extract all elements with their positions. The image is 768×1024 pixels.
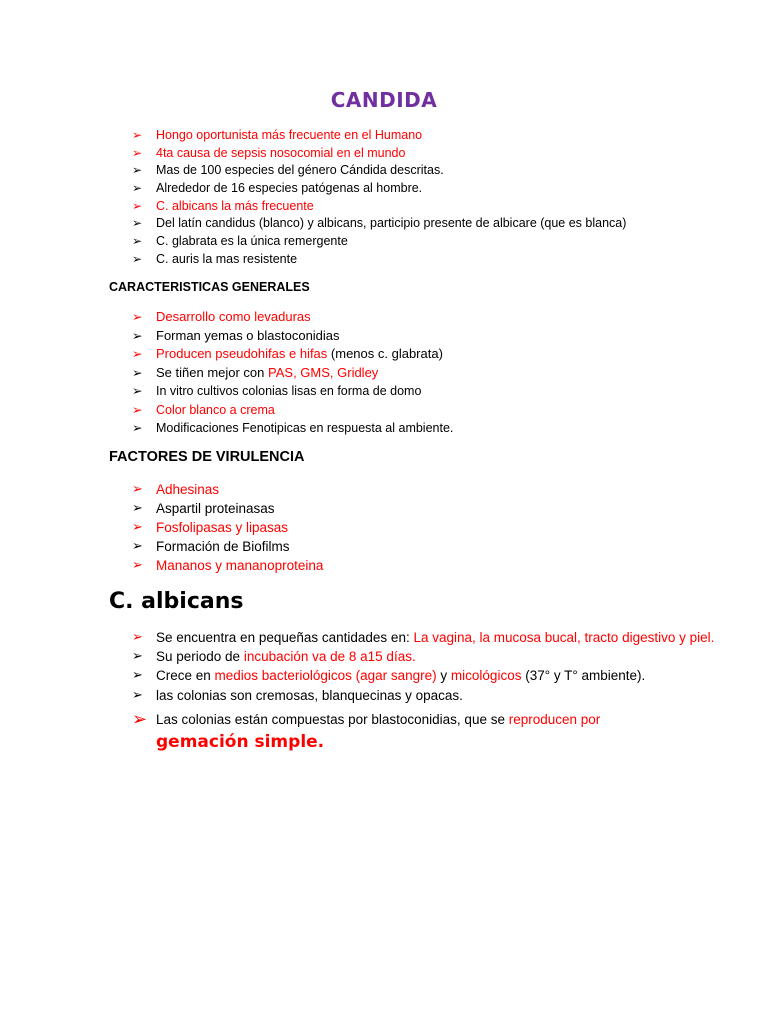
arrow-bullet-icon: ➢	[132, 688, 143, 703]
arrow-bullet-icon: ➢	[132, 420, 143, 435]
list-item: ➢ Mas de 100 especies del género Cándida descritas.	[132, 162, 626, 180]
list-item: ➢ Forman yemas o blastoconidias	[132, 327, 453, 346]
list-item: ➢ Se tiñen mejor con PAS, GMS, Gridley	[132, 364, 453, 383]
arrow-bullet-icon: ➢	[132, 251, 143, 266]
list-item: ➢ las colonias son cremosas, blanquecinas y opacas.	[132, 688, 463, 703]
caracteristicas-list	[132, 308, 453, 438]
list-item: ➢ Aspartil proteinasas	[132, 501, 275, 516]
arrow-bullet-icon: ➢	[132, 539, 143, 554]
list-item: ➢ Alrededor de 16 especies patógenas al hombre.	[132, 180, 626, 198]
list-item: ➢ Crece en medios bacteriológicos (agar sangre) y micológicos (37° y T° ambiente).	[132, 668, 646, 683]
list-item: ➢ Adhesinas	[132, 482, 220, 497]
arrow-bullet-icon: ➢	[132, 558, 143, 573]
arrow-bullet-icon: ➢	[132, 520, 143, 535]
arrow-bullet-icon: ➢	[132, 668, 143, 683]
list-item: ➢ C. glabrata es la única remergente	[132, 233, 626, 251]
arrow-bullet-icon: ➢	[132, 309, 143, 324]
list-item: ➢ 4ta causa de sepsis nosocomial en el mundo	[132, 145, 626, 163]
list-item: ➢ Color blanco a crema	[132, 401, 453, 420]
c-albicans-list	[132, 628, 715, 754]
intro-list	[132, 127, 626, 269]
arrow-bullet-icon: ➢	[132, 709, 148, 730]
arrow-bullet-icon: ➢	[132, 163, 143, 178]
list-item: ➢ Desarrollo como levaduras	[132, 308, 453, 327]
arrow-bullet-icon: ➢	[132, 234, 143, 249]
arrow-bullet-icon: ➢	[132, 383, 143, 398]
list-item: ➢ Se encuentra en pequeñas cantidades en: La vagina, la mucosa bucal, tracto digestivo y piel.	[132, 630, 715, 645]
arrow-bullet-icon: ➢	[132, 198, 143, 213]
list-item: ➢ C. albicans la más frecuente	[132, 198, 626, 216]
list-item: ➢ Del latín candidus (blanco) y albicans, participio presente de albicare (que es blanca)	[132, 215, 626, 233]
list-item: ➢ C. auris la mas resistente	[132, 251, 626, 269]
arrow-bullet-icon: ➢	[132, 346, 143, 361]
list-item: ➢ Formación de Biofilms	[132, 539, 290, 554]
arrow-bullet-icon: ➢	[132, 145, 143, 160]
list-item: ➢ Su periodo de incubación va de 8 a15 días.	[132, 649, 416, 664]
section-heading-caracteristicas: CARACTERISTICAS GENERALES	[109, 280, 310, 294]
arrow-bullet-icon: ➢	[132, 501, 143, 516]
arrow-bullet-icon: ➢	[132, 181, 143, 196]
page-title: CANDIDA	[330, 88, 438, 112]
arrow-bullet-icon: ➢	[132, 649, 143, 664]
list-item: ➢ Fosfolipasas y lipasas	[132, 520, 289, 535]
list-item: ➢ Modificaciones Fenotipicas en respuesta al ambiente.	[132, 419, 453, 438]
arrow-bullet-icon: ➢	[132, 327, 143, 343]
list-item: ➢ Mananos y mananoproteina	[132, 558, 324, 573]
arrow-bullet-icon: ➢	[132, 482, 143, 497]
arrow-bullet-icon: ➢	[132, 401, 143, 417]
arrow-bullet-icon: ➢	[132, 216, 143, 231]
list-item: ➢ In vitro cultivos colonias lisas en forma de domo	[132, 382, 453, 401]
section-heading-factores: FACTORES DE VIRULENCIA	[109, 449, 305, 465]
list-item: ➢ Las colonias están compuestas por blastoconidias, que se reproducen por gemación simple.	[132, 709, 601, 752]
arrow-bullet-icon: ➢	[132, 364, 143, 380]
arrow-bullet-icon: ➢	[132, 630, 143, 645]
arrow-bullet-icon: ➢	[132, 128, 143, 142]
section-heading-c-albicans: C. albicans	[109, 589, 244, 614]
factores-list	[132, 480, 323, 575]
list-item: ➢ Hongo oportunista más frecuente en el Humano	[132, 127, 626, 145]
list-item: ➢ Producen pseudohifas e hifas (menos c. glabrata)	[132, 345, 453, 364]
